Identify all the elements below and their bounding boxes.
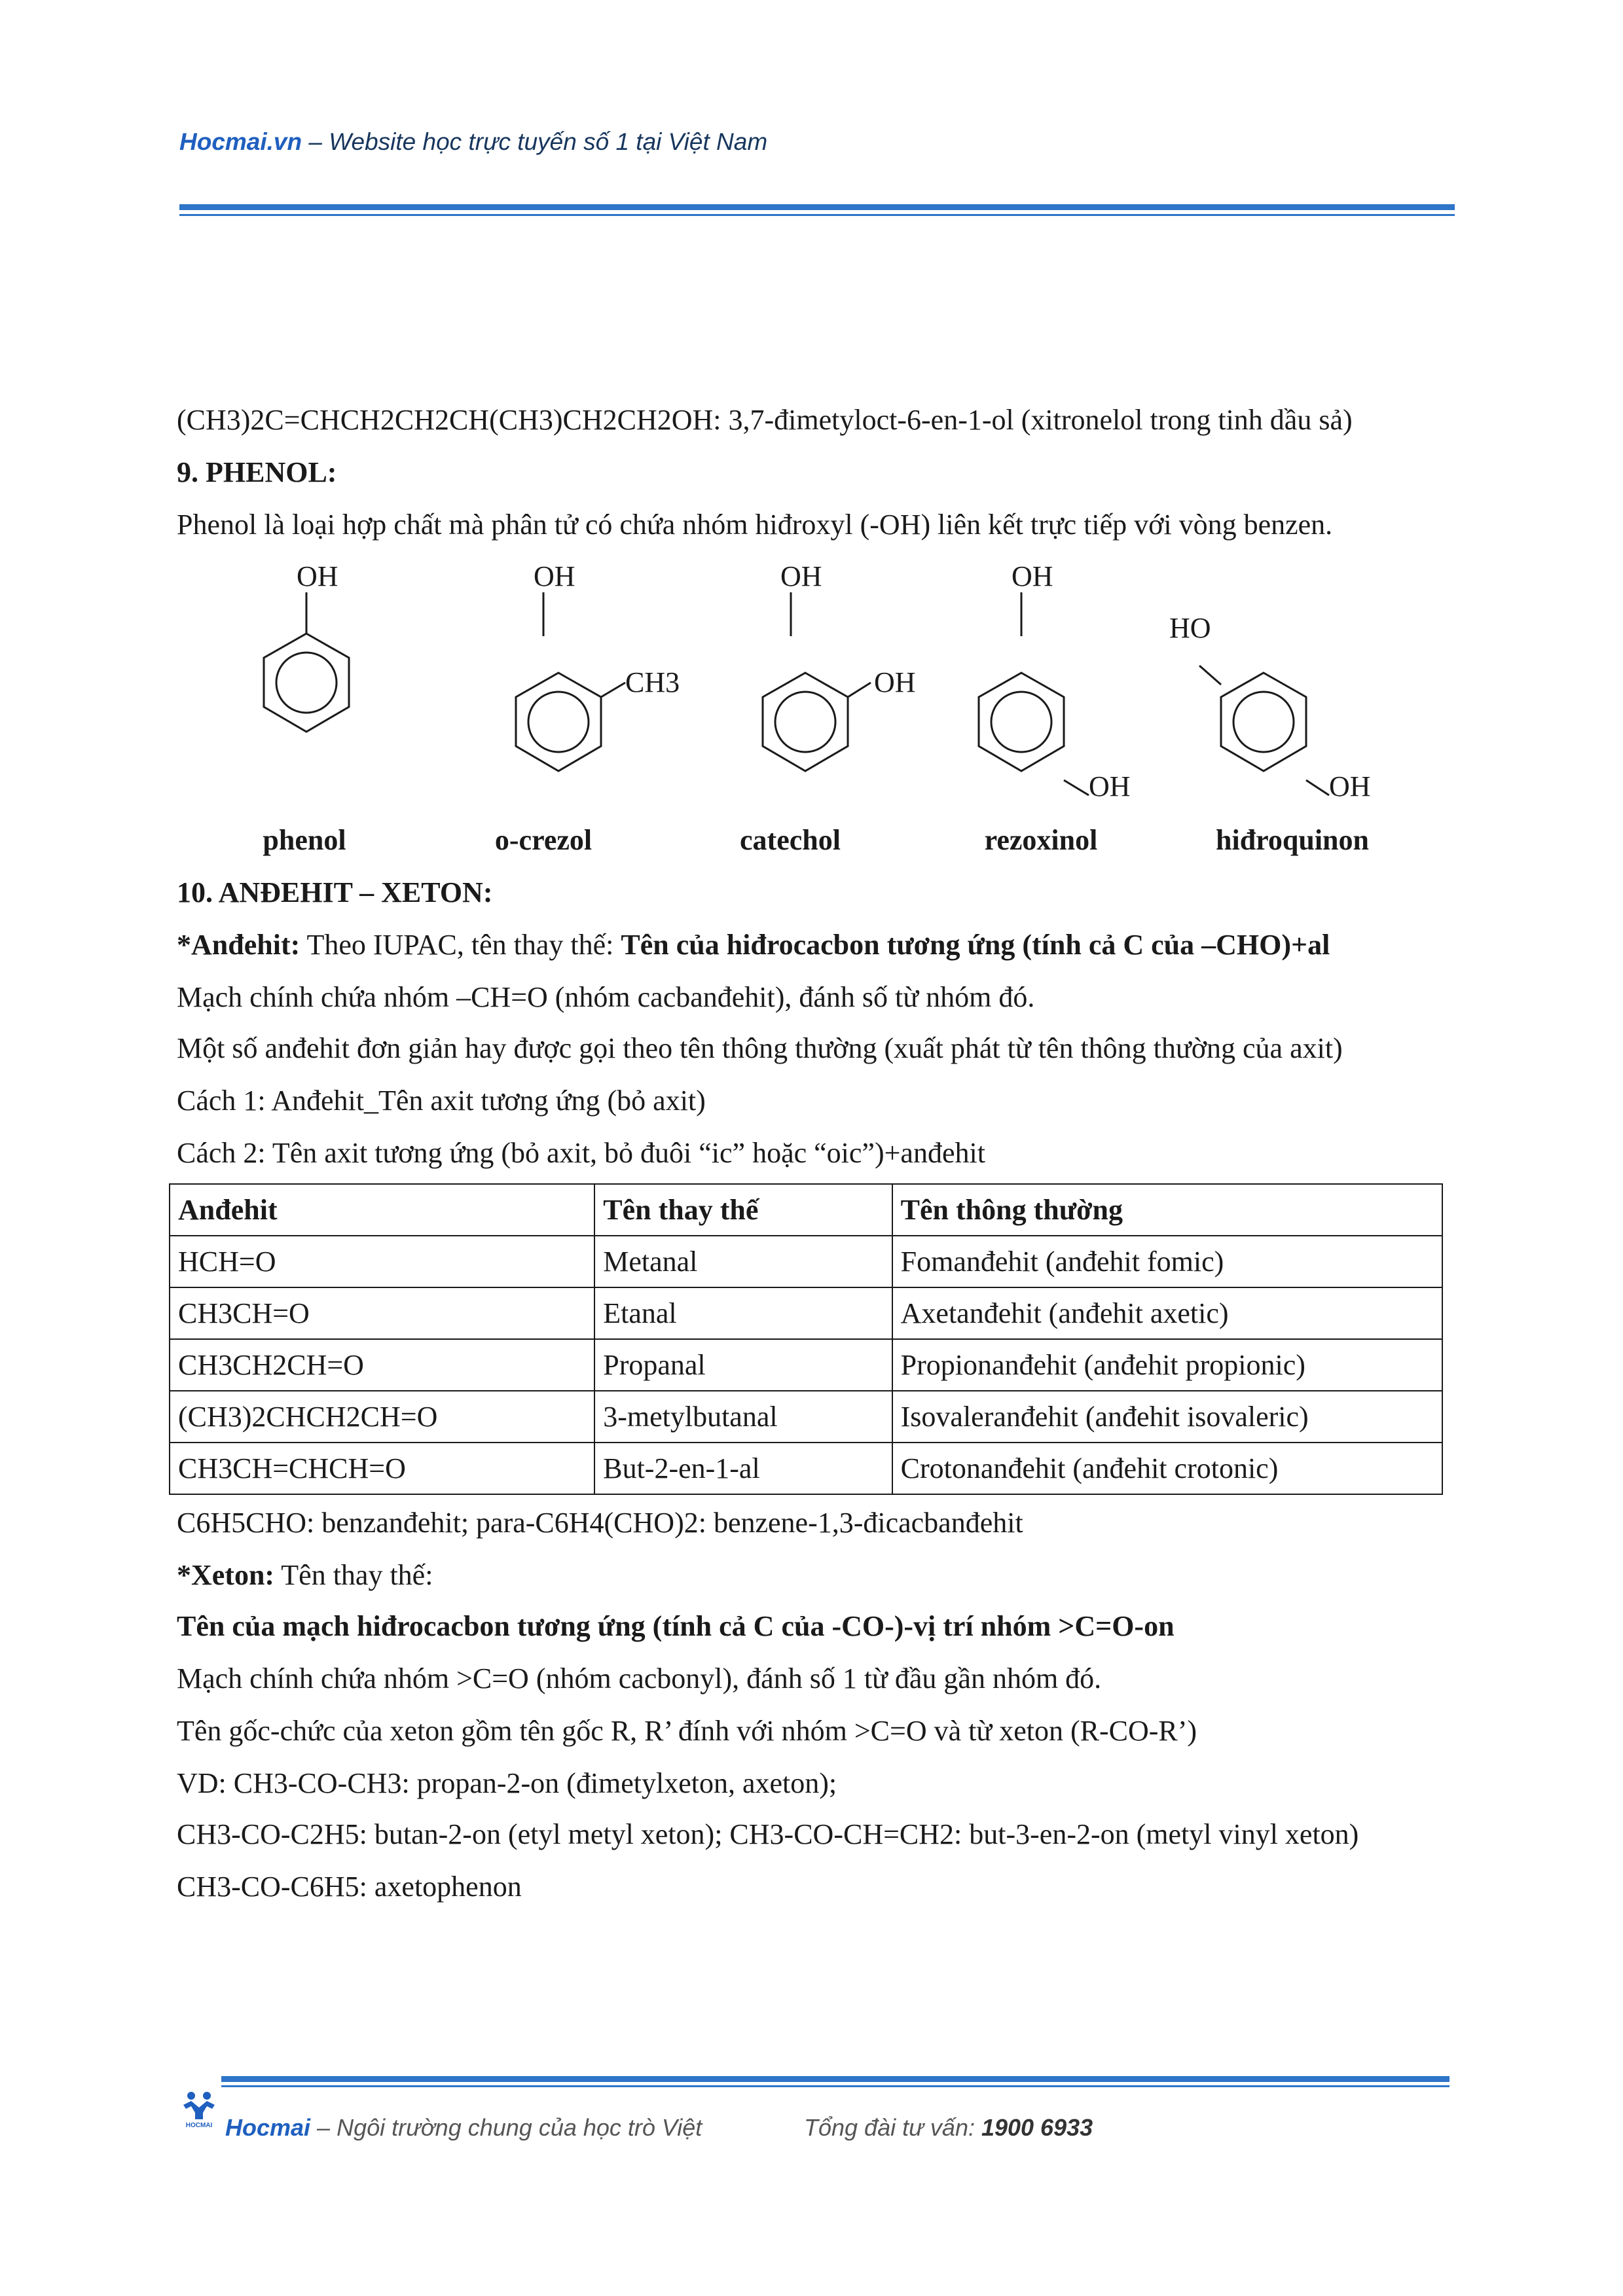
table-header-row <box>170 1184 1442 1236</box>
benzaldehyde-line: C6H5CHO: benzanđehit; para-C6H4(CHO)2: benzene-1,3-đicacbanđehit <box>177 1507 1023 1539</box>
table-cell: CH3CH2CH=O <box>170 1339 594 1391</box>
header-tagline: – Website học trực tuyến số 1 tại Việt Nam <box>302 128 768 155</box>
phenol-label: phenol <box>263 824 346 856</box>
hidroquinon-oh-label: OH <box>1329 770 1371 802</box>
footer-rule-thick <box>221 2076 1450 2082</box>
table-cell: (CH3)2CHCH2CH=O <box>170 1391 594 1443</box>
table-cell: CH3CH=CHCH=O <box>170 1443 594 1494</box>
table-row <box>170 1287 1442 1339</box>
table-row <box>170 1339 1442 1391</box>
footer-brand[interactable]: Hocmai <box>225 2114 311 2141</box>
phenol-structure <box>255 556 386 740</box>
xitronelol-line: (CH3)2C=CHCH2CH2CH(CH3)CH2CH2OH: 3,7-đimetyloct-6-en-1-ol (xitronelol trong tinh dầu sả) <box>177 404 1353 436</box>
hocmai-logo-icon <box>179 2089 219 2128</box>
table-cell: Metanal <box>594 1236 892 1287</box>
ketone-intro <box>177 1561 433 1590</box>
aldehyde-label: *Anđehit: <box>177 929 301 961</box>
footer-tagline <box>225 2114 702 2142</box>
table-cell: Isovaleranđehit (anđehit isovaleric) <box>892 1391 1442 1443</box>
footer-hotline <box>804 2114 1093 2142</box>
catechol-structure <box>740 556 949 779</box>
footer-rule-thin <box>221 2085 1450 2087</box>
rezoxinol-structure <box>969 556 1178 805</box>
o-crezol-label: o-crezol <box>494 824 593 856</box>
hidroquinon-label: hiđroquinon <box>1215 824 1370 856</box>
rezoxinol-label: rezoxinol <box>984 824 1098 856</box>
header-rule-thin <box>179 214 1455 216</box>
ketone-label: *Xeton: <box>177 1559 275 1591</box>
aldehyde-chain: Mạch chính chứa nhóm –CH=O (nhóm cacbanđehit), đánh số từ nhóm đó. <box>177 981 1035 1013</box>
example-2: CH3-CO-C2H5: butan-2-on (etyl metyl xeton); CH3-CO-CH=CH2: but-3-en-2-on (metyl vinyl xeton) <box>177 1818 1359 1850</box>
aldehyde-table <box>169 1183 1443 1495</box>
table-cell: CH3CH=O <box>170 1287 594 1339</box>
o-crezol-oh-label: OH <box>534 560 575 592</box>
table-header-cell: Anđehit <box>170 1184 594 1236</box>
aldehyde-intro <box>177 931 1330 960</box>
o-crezol-structure <box>488 556 697 779</box>
method-2: Cách 2: Tên axit tương ứng (bỏ axit, bỏ đuôi “ic” hoặc “oic”)+anđehit <box>177 1137 985 1169</box>
hotline-label: Tổng đài tư vấn: <box>804 2114 981 2141</box>
table-row <box>170 1443 1442 1494</box>
table-cell: Propionanđehit (anđehit propionic) <box>892 1339 1442 1391</box>
table-header-cell: Tên thay thế <box>594 1184 892 1236</box>
table-row <box>170 1236 1442 1287</box>
logo-text: HOCMAI <box>185 2122 213 2128</box>
phenol-oh-label: OH <box>297 560 338 592</box>
table-cell: HCH=O <box>170 1236 594 1287</box>
catechol-oh-label-top: OH <box>780 560 822 592</box>
table-cell: Crotonanđehit (anđehit crotonic) <box>892 1443 1442 1494</box>
o-crezol-ch3-label: CH3 <box>625 666 680 698</box>
ketone-chain: Mạch chính chứa nhóm >C=O (nhóm cacbonyl), đánh số 1 từ đầu gần nhóm đó. <box>177 1662 1102 1695</box>
page-header <box>179 128 767 156</box>
ketone-intro-text: Tên thay thế: <box>274 1559 433 1591</box>
aldehyde-common: Một số anđehit đơn giản hay được gọi theo tên thông thường (xuất phát từ tên thông thường của axit) <box>177 1032 1343 1064</box>
ketone-rule: Tên của mạch hiđrocacbon tương ứng (tính cả C của -CO-)-vị trí nhóm >C=O-on <box>177 1610 1175 1642</box>
rezoxinol-oh-label-top: OH <box>1012 560 1053 592</box>
catechol-oh-label-side: OH <box>874 666 916 698</box>
table-cell: Fomanđehit (anđehit fomic) <box>892 1236 1442 1287</box>
table-cell: But-2-en-1-al <box>594 1443 892 1494</box>
phenol-heading: 9. PHENOL: <box>177 456 337 488</box>
hidroquinon-structure <box>1165 556 1381 805</box>
aldehyde-intro-text: Theo IUPAC, tên thay thế: <box>300 929 621 961</box>
table-cell: 3-metylbutanal <box>594 1391 892 1443</box>
table-cell: Propanal <box>594 1339 892 1391</box>
table-cell: Axetanđehit (anđehit axetic) <box>892 1287 1442 1339</box>
hidroquinon-ho-label: HO <box>1169 612 1211 644</box>
phenol-definition: Phenol là loại hợp chất mà phân tử có chứa nhóm hiđroxyl (-OH) liên kết trực tiếp với vòng benzen. <box>177 509 1333 541</box>
example-1: VD: CH3-CO-CH3: propan-2-on (đimetylxeton, axeton); <box>177 1767 837 1799</box>
table-cell: Etanal <box>594 1287 892 1339</box>
aldehyde-rule: Tên của hiđrocacbon tương ứng (tính cả C của –CHO)+al <box>621 929 1330 961</box>
rezoxinol-oh-label-bottom: OH <box>1089 770 1131 802</box>
catechol-label: catechol <box>740 824 841 856</box>
method-1: Cách 1: Anđehit_Tên axit tương ứng (bỏ axit) <box>177 1085 706 1117</box>
footer-tagline-text: – Ngôi trường chung của học trò Việt <box>310 2114 702 2141</box>
header-rule-thick <box>179 204 1455 210</box>
hotline-number[interactable]: 1900 6933 <box>981 2114 1093 2141</box>
example-3: CH3-CO-C6H5: axetophenon <box>177 1871 522 1903</box>
aldehyde-heading: 10. ANĐEHIT – XETON: <box>177 876 493 908</box>
table-row <box>170 1391 1442 1443</box>
ketone-radical: Tên gốc-chức của xeton gồm tên gốc R, R’ đính với nhóm >C=O và từ xeton (R-CO-R’) <box>177 1715 1197 1747</box>
table-header-cell: Tên thông thường <box>892 1184 1442 1236</box>
header-brand[interactable]: Hocmai.vn <box>179 128 302 155</box>
